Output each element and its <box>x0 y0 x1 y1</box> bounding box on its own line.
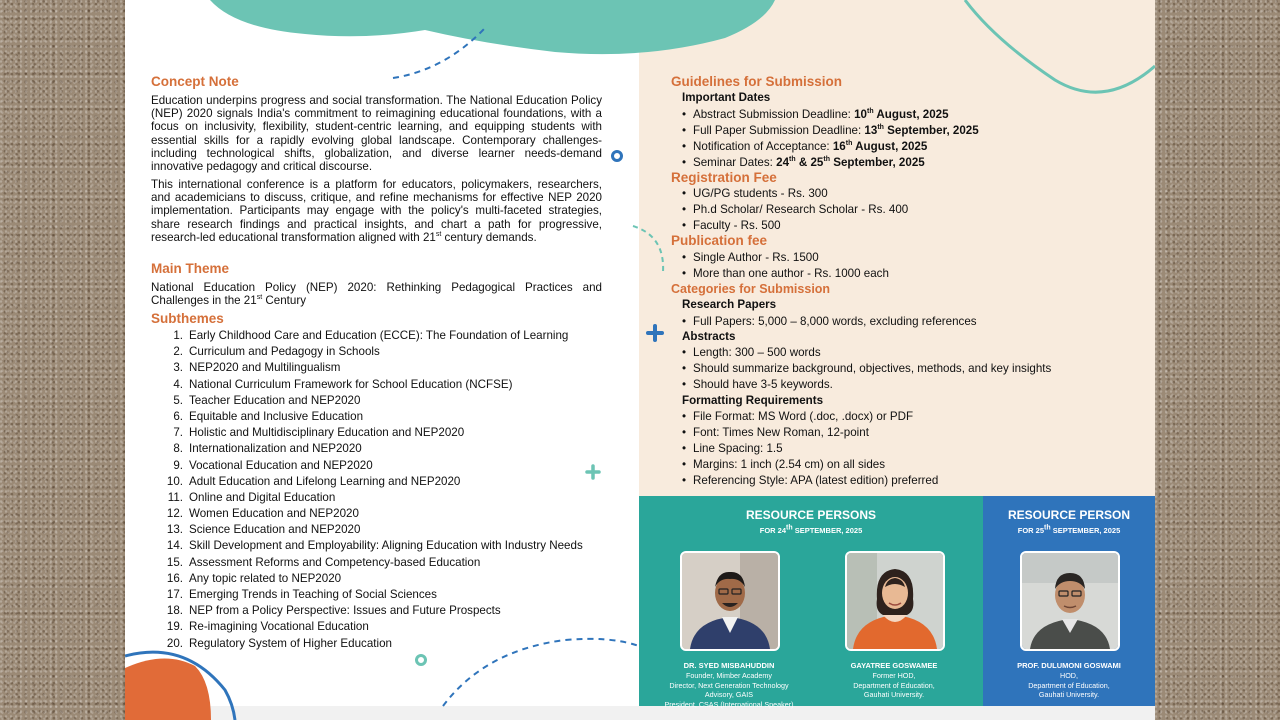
subtheme-number: 13. <box>166 523 183 537</box>
resource-person-date: FOR 25th SEPTEMBER, 2025 <box>1017 524 1121 535</box>
subthemes-heading: Subthemes <box>151 311 224 326</box>
subtheme-text: Internationalization and NEP2020 <box>189 442 362 456</box>
subtheme-text: Equitable and Inclusive Education <box>189 409 364 423</box>
subtheme-item <box>155 344 583 360</box>
subtheme-item <box>155 506 583 522</box>
subtheme-number: 4. <box>173 377 183 391</box>
subtheme-item <box>155 360 583 376</box>
list-item: • More than one author - Rs. 1000 each <box>682 266 889 282</box>
guidelines-heading: Guidelines for Submission <box>671 74 843 89</box>
date-item: • Seminar Dates: 24th & 25th September, 2025 <box>682 155 979 171</box>
subtheme-number: 8. <box>173 442 183 456</box>
subtheme-item <box>155 377 583 393</box>
subtheme-item <box>155 490 583 506</box>
list-item: • Should have 3-5 keywords. <box>682 377 1051 393</box>
subtheme-text: Holistic and Multidisciplinary Education and NEP2020 <box>189 426 465 440</box>
subtheme-text: Science Education and NEP2020 <box>189 523 361 537</box>
subtheme-number: 19. <box>166 620 183 634</box>
subtheme-number: 10. <box>166 474 183 488</box>
subtheme-number: 9. <box>173 458 183 472</box>
subtheme-number: 16. <box>166 571 183 585</box>
subtheme-item <box>155 636 583 652</box>
subtheme-item <box>155 441 583 457</box>
subtheme-number: 2. <box>173 345 183 359</box>
subtheme-item <box>155 393 583 409</box>
subtheme-text: Early Childhood Care and Education (ECCE): The Foundation of Learning <box>189 329 569 342</box>
resource-persons-title: RESOURCE PERSONS <box>745 508 877 522</box>
list-item: • Referencing Style: APA (latest edition) preferred <box>682 473 938 489</box>
subtheme-number: 5. <box>173 393 183 407</box>
subtheme-text: Re-imagining Vocational Education <box>189 620 369 634</box>
subtheme-number: 3. <box>173 361 183 375</box>
subtheme-number: 18. <box>166 604 183 618</box>
subtheme-item <box>155 409 583 425</box>
list-item: • File Format: MS Word (.doc, .docx) or PDF <box>682 409 938 425</box>
registration-fee-list <box>682 186 908 234</box>
subtheme-text: NEP from a Policy Perspective: Issues and Future Prospects <box>189 604 501 618</box>
subtheme-number: 15. <box>166 555 183 569</box>
subtheme-number: 6. <box>173 409 183 423</box>
subtheme-item <box>155 587 583 603</box>
speaker-name: DR. SYED MISBAHUDDIN <box>683 661 775 670</box>
list-item: • UG/PG students - Rs. 300 <box>682 186 908 202</box>
subtheme-text: Vocational Education and NEP2020 <box>189 458 373 472</box>
main-theme-heading: Main Theme <box>151 261 230 276</box>
main-theme-text: National Education Policy (NEP) 2020: Rethinking Pedagogical Practices and Challenges in the 21st Century <box>151 281 602 308</box>
concept-note-heading: Concept Note <box>151 74 239 89</box>
subtheme-item <box>155 474 583 490</box>
concept-note-paragraph-1: Education underpins progress and social transformation. The National Education Policy (NEP) 2020 signals India's commitment to reimagining educational foundations, with a focus on inclusivity, flexibility, student-centric learning, and equipping students with essential skills for a rapidly evolving global landscape. Contemporary challenges-including technological shifts, globalization, and diverse learner needs-demand innovative pedagogy and critical discourse. <box>151 94 602 174</box>
subtheme-text: NEP2020 and Multilingualism <box>189 361 341 375</box>
subtheme-text: Curriculum and Pedagogy in Schools <box>189 345 380 359</box>
subtheme-text: Online and Digital Education <box>189 490 336 504</box>
speaker-portrait <box>682 553 778 649</box>
subtheme-number: 1. <box>173 329 183 342</box>
publication-fee-heading: Publication fee <box>671 233 768 248</box>
important-dates-list <box>682 107 979 171</box>
formatting-heading: Formatting Requirements <box>682 394 824 407</box>
concept-note-paragraph-2: This international conference is a platform for educators, policymakers, researchers, and academicians to discuss, critique, and refine mechanisms for effective NEP 2020 implementation. Participants may engage with the policy's multi-faceted strategies, share research findings and practical insights, and chart a path for progressive, research-led educational transformation aligned with 21st century demands. <box>151 178 602 244</box>
subtheme-text: Regulatory System of Higher Education <box>189 636 392 650</box>
subtheme-text: Any topic related to NEP2020 <box>189 571 342 585</box>
list-item: • Line Spacing: 1.5 <box>682 441 938 457</box>
list-item: • Margins: 1 inch (2.54 cm) on all sides <box>682 457 938 473</box>
list-item: • Full Papers: 5,000 – 8,000 words, excluding references <box>682 314 977 330</box>
list-item: • Faculty - Rs. 500 <box>682 218 908 234</box>
abstracts-list <box>682 345 1051 393</box>
speaker-portrait <box>1022 553 1118 649</box>
subtheme-number: 20. <box>166 636 183 650</box>
subtheme-item <box>155 522 583 538</box>
subtheme-item <box>155 328 583 344</box>
subtheme-text: Assessment Reforms and Competency-based Education <box>189 555 481 569</box>
date-item: • Notification of Acceptance: 16th August, 2025 <box>682 139 979 155</box>
list-item: • Ph.d Scholar/ Research Scholar - Rs. 400 <box>682 202 908 218</box>
speaker-description: Former HOD, Department of Education, Gauhati University. <box>853 671 935 699</box>
subtheme-text: Adult Education and Lifelong Learning and NEP2020 <box>189 474 461 488</box>
abstracts-heading: Abstracts <box>682 330 736 343</box>
speaker-portrait <box>847 553 943 649</box>
speaker-photo <box>680 551 780 651</box>
registration-fee-heading: Registration Fee <box>671 170 777 185</box>
conference-poster <box>125 0 1155 720</box>
subtheme-item <box>155 425 583 441</box>
speaker-name: GAYATREE GOSWAMEE <box>850 661 938 670</box>
subtheme-item <box>155 458 583 474</box>
formatting-list <box>682 409 938 489</box>
categories-heading: Categories for Submission <box>671 282 831 296</box>
subtheme-item <box>155 619 583 635</box>
list-item: • Font: Times New Roman, 12-point <box>682 425 938 441</box>
subtheme-number: 14. <box>166 539 183 553</box>
subtheme-text: Women Education and NEP2020 <box>189 507 359 521</box>
research-papers-heading: Research Papers <box>682 298 777 311</box>
speaker-description: HOD, Department of Education, Gauhati University. <box>1028 671 1110 699</box>
resource-person-panel <box>983 496 1155 706</box>
subtheme-number: 12. <box>166 507 183 521</box>
list-item: • Should summarize background, objectives, methods, and key insights <box>682 361 1051 377</box>
subtheme-text: Skill Development and Employability: Aligning Education with Industry Needs <box>189 539 583 553</box>
date-item: • Full Paper Submission Deadline: 13th September, 2025 <box>682 123 979 139</box>
resource-persons-date: FOR 24th SEPTEMBER, 2025 <box>759 524 863 535</box>
subtheme-number: 11. <box>167 490 183 504</box>
subtheme-item <box>155 555 583 571</box>
publication-fee-list <box>682 250 889 282</box>
important-dates-heading: Important Dates <box>682 91 771 104</box>
subthemes-list <box>155 328 583 652</box>
subtheme-item <box>155 603 583 619</box>
list-item: • Single Author - Rs. 1500 <box>682 250 889 266</box>
speaker-description: Founder, Mimber Academy Director, Next Generation Technology Advisory, GAIS President, CSAS (International Speaker) <box>664 671 794 709</box>
resource-persons-panel <box>639 496 983 709</box>
subtheme-text: Emerging Trends in Teaching of Social Sciences <box>189 588 437 601</box>
research-papers-list <box>682 314 977 330</box>
subtheme-item <box>155 538 583 554</box>
list-item: • Length: 300 – 500 words <box>682 345 1051 361</box>
subtheme-number: 17. <box>166 588 183 601</box>
date-item: • Abstract Submission Deadline: 10th August, 2025 <box>682 107 979 123</box>
subtheme-number: 7. <box>173 426 183 440</box>
speaker-name: PROF. DULUMONI GOSWAMI <box>1017 661 1121 670</box>
resource-person-title: RESOURCE PERSON <box>1007 508 1131 522</box>
subtheme-text: Teacher Education and NEP2020 <box>189 393 361 407</box>
subtheme-text: National Curriculum Framework for School Education (NCFSE) <box>189 377 513 391</box>
speaker-photo <box>1020 551 1120 651</box>
subtheme-item <box>155 571 583 587</box>
speaker-photo <box>845 551 945 651</box>
